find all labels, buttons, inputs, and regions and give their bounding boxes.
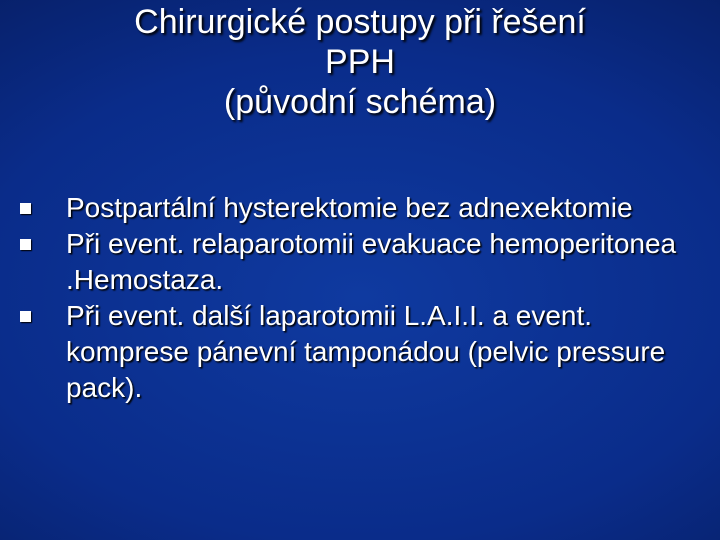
bullet-text: Postpartální hysterektomie bez adnexektomie bbox=[66, 192, 633, 223]
square-bullet-icon bbox=[20, 203, 31, 214]
title-line-1: Chirurgické postupy při řešení bbox=[134, 3, 586, 41]
title-line-2: PPH bbox=[325, 43, 395, 81]
slide-title bbox=[40, 2, 680, 122]
bullet-item bbox=[20, 190, 710, 226]
title-line-3: (původní schéma) bbox=[223, 83, 497, 121]
bullet-list bbox=[20, 190, 710, 406]
square-bullet-icon bbox=[20, 239, 31, 250]
square-bullet-icon bbox=[20, 311, 31, 322]
bullet-item bbox=[20, 226, 710, 298]
bullet-item bbox=[20, 298, 710, 406]
bullet-text: Při event. další laparotomii L.A.I.I. a event. komprese pánevní tamponádou (pelvic pressure pack). bbox=[66, 300, 666, 403]
bullet-text: Při event. relaparotomii evakuace hemoperitonea .Hemostaza. bbox=[66, 228, 677, 295]
